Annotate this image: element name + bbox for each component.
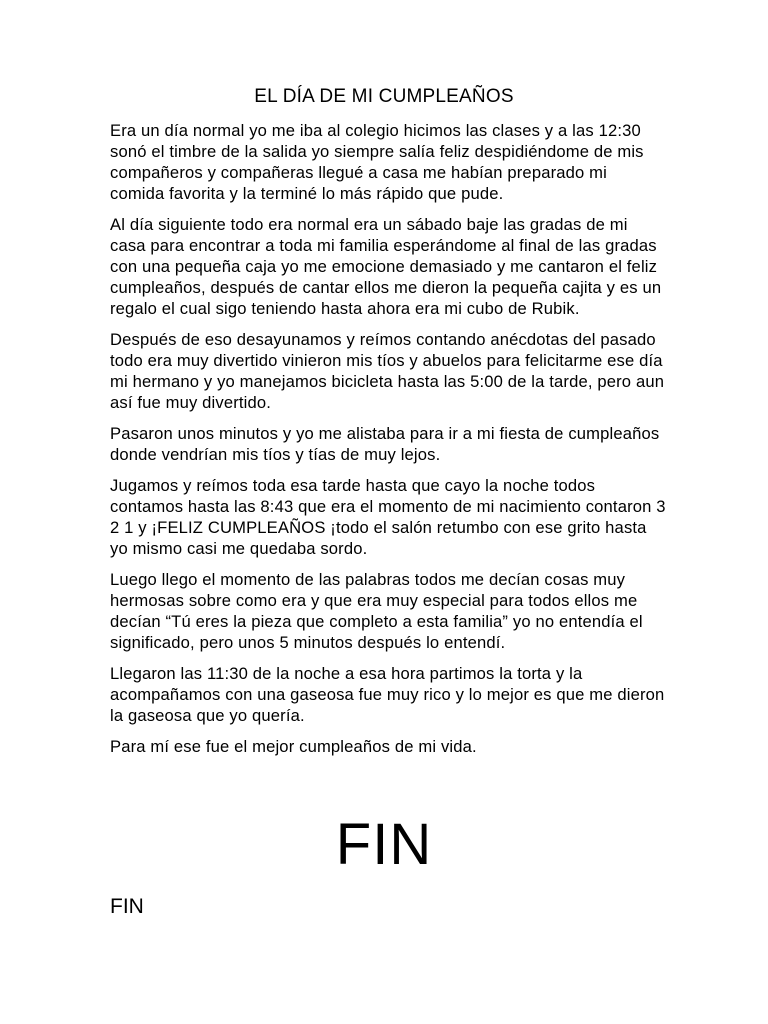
paragraph-5: Jugamos y reímos toda esa tarde hasta que cayo la noche todos contamos hasta las 8:43 que era el momento de mi nacimiento contaron 3 2 1 y ¡FELIZ CUMPLEAÑOS ¡todo el salón retumbo con ese grito hasta yo mismo casi me quedaba sordo. — [110, 476, 666, 558]
paragraph-2: Al día siguiente todo era normal era un sábado baje las gradas de mi casa para encontrar a toda mi familia esperándome al final de las gradas con una pequeña caja yo me emocione demasiado y me cantaron el feliz cumpleaños, después de cantar ellos me dieron la pequeña cajita y es un regalo el cual sigo teniendo hasta ahora era mi cubo de Rubik. — [110, 215, 662, 318]
paragraph-1: Era un día normal yo me iba al colegio hicimos las clases y a las 12:30 sonó el timbre de la salida yo siempre salía feliz despidiéndome de mis compañeros y compañeras llegué a casa me habían preparado mi comida favorita y la terminé lo más rápido que pude. — [110, 121, 644, 203]
paragraph-6: Luego llego el momento de las palabras todos me decían cosas muy hermosas sobre como era y que era muy especial para todos ellos me decían “Tú eres la pieza que completo a esta familia” yo no entendía el significado, pero unos 5 minutos después lo entendí. — [110, 570, 643, 652]
fin-heading-large: FIN — [335, 812, 433, 877]
paragraph-8: Para mí ese fue el mejor cumpleaños de mi vida. — [110, 737, 477, 756]
paragraph-4: Pasaron unos minutos y yo me alistaba para ir a mi fiesta de cumpleaños donde vendrían mis tíos y tías de muy lejos. — [110, 424, 660, 464]
document-title: EL DÍA DE MI CUMPLEAÑOS — [254, 86, 514, 107]
fin-text-small: FIN — [110, 895, 144, 918]
document-body — [110, 120, 666, 767]
paragraph-3: Después de eso desayunamos y reímos contando anécdotas del pasado todo era muy divertido vinieron mis tíos y abuelos para felicitarme ese día mi hermano y yo manejamos bicicleta hasta las 5:00 de la tarde, pero aun así fue muy divertido. — [110, 330, 665, 412]
paragraph-7: Llegaron las 11:30 de la noche a esa hora partimos la torta y la acompañamos con una gaseosa fue muy rico y lo mejor es que me dieron la gaseosa que yo quería. — [110, 664, 665, 725]
